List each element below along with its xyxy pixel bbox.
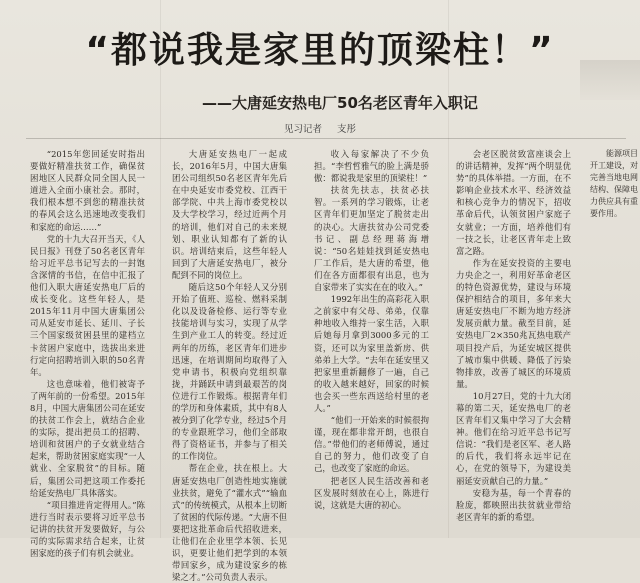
paragraph: 10月27日，党的十九大闭幕的第二天，延安热电厂的老区青年们又集中学习了大会精神。他们在给习近平总书记写信说：“我们是老区军、老人路的后代，我们将永远牢记在心，在党的领导下，为建设美丽延安贡献自己的力量。”: [456, 390, 571, 486]
paragraph: 随后这50个年轻人又分别开始了值班、巡检、燃料采制化以及设备检修、运行等专业技能培训与实习，实现了从学生到产业工人的转变。经过近两年的历练，老区青年们进步迅速，在培训期间均取得了入党申请书，积极向党组织靠拢，并踊跃申请到最艰苦的岗位进行工作锻炼。根据青年们的学历和身体素质，其中有8人被分到了化学专业，经过5个月的专业跟班学习，他们全部取得了资格证书，并参与了相关的工作岗位。: [172, 282, 287, 462]
article-column-2: [172, 148, 287, 583]
paragraph: 大唐延安热电厂一起成长，2016年5月，中国大唐集团公司组织50名老区青年先后在中央延安市委党校、江西干部学院、中共上海市委党校以及大学校学习，经过近两个月的培训，他们对自己的未来规划、职业认知都有了新的认识。培训结束后，这些年轻人回到了大唐延安热电厂，被分配到不同的岗位上。: [172, 149, 287, 280]
paragraph: 会老区脱贫致富座谈会上的讲话精神，发挥“两个明显优势”的具体举措。一方面，在不影响企业技术水平、经济效益和核心竞争力的情况下，招收革命后代，认领贫困户家庭子女就业；一方面，培养他们有一技之长，让老区青年走上致富之路。: [456, 149, 571, 256]
byline-role: 见习记者: [283, 124, 322, 135]
header-divider: [26, 138, 626, 139]
paragraph: 收入每家解决了不少负担。“李哲哲雅气的脸上满是骄傲：都说我是家里的顶梁柱！”: [314, 149, 429, 184]
article-column-1: [30, 148, 145, 559]
byline-author: 支彤: [337, 124, 357, 135]
fold-crease: [160, 0, 161, 538]
paragraph: 党的十九大召开当天，《人民日报》刊登了50名老区青年给习近平总书记写去的一封饱含深情的书信，在信中汇报了他们入职大唐延安热电厂后的成长变化。这些年轻人，是2015年11月中国大唐集团公司从延安市延长、延川、子长三个国家级贫困县里的建档立卡贫困户家庭中，选拔出来进行定向招聘培训入职的50名青年。: [30, 233, 145, 377]
paragraph: 把老区人民生活改善和老区发展时刻放在心上，陈进行说，这就是大唐的初心。: [314, 475, 429, 510]
article-column-4: [456, 148, 571, 533]
paragraph: 扶贫先扶志，扶贫必扶智。一系列的学习锻炼，让老区青年们更加坚定了脱贫走出的决心。大唐扶贫办公司党委书记、副总经理蒋海增说：“50名娃娃找到延安热电厂工作后，是大唐的希望，他们在各方面都很有出息，也为自家带来了实实在在的收入。”: [314, 185, 429, 293]
adjacent-article-column: [590, 148, 638, 533]
paragraph: “他们一开始来的时候很拘谨，现在都非常开朗，也很自信。”带他们的老师傅说，通过自己的努力，他们改变了自己，也改变了家庭的命运。: [314, 415, 429, 474]
paragraph: 帮在企业，扶在根上。大唐延安热电厂创造性地实施就业扶贫，避免了“灌水式”“输血式”的传统模式，从根本上切断了贫困的代际传递。“大唐不但要把这批革命后代招收进来，让他们在企业里学本领、长见识，更要让他们把学到的本领带回家乡，成为建设家乡的栋梁之才。”公司负责人表示。: [172, 463, 287, 583]
article-headline: “都说我是家里的顶梁柱！”: [85, 30, 555, 71]
article-column-3: [314, 148, 429, 533]
paragraph: 作为在延安投资的主要电力央企之一，利用好革命老区的特色资源优势，建设与环境保护相结合的项目，多年来大唐延安热电厂不断为地方经济发展贡献力量。截至目前，延安热电厂2×350兆瓦热电联产项目投产后，为延安城区提供了城市集中供暖、降低了污染物排放，改善了城区的环境质量。: [456, 257, 571, 389]
paragraph: 安稳为基，每一个青春的脸庞，都映照出扶贫就业带给老区青年的新的希望。: [456, 487, 571, 522]
paragraph: 能源项目开工建设，对完善当地电网结构、保障电力供应具有重要作用。: [590, 149, 638, 219]
paragraph: “项目推进肯定得用人。”陈进行当时表示要将习近平总书记讲的扶贫开发要做好，与公司的实际需求结合起来，让贫困家庭的孩子们有机会就业。: [30, 499, 145, 559]
fold-crease: [448, 0, 449, 538]
article-subhead: ——大唐延安热电厂50名老区青年入职记: [202, 94, 478, 112]
paragraph: 1992年出生的高彩花入职之前家中有父母、弟弟，仅靠种地收入维持一家生活，入职后她每月拿到3000多元的工资，还可以为家里盖新房、供弟弟上大学。“去年在延安里又把家里重新翻修了一遍，自己的收入越来越好，回家的时候也会买一些东西送给村里的老人。”: [314, 294, 429, 413]
byline: [200, 121, 440, 135]
paragraph: 这也意味着，他们被寄予了两年前的一份希望。2015年8月，中国大唐集团公司在延安的扶贫工作会上，就结合企业的实际，提出把员工的招聘、培训和贫困户的子女就业结合起来，帮助贫困家庭实现“一人就业、全家脱贫”的目标。随后，集团公司把这项工作委托给延安热电厂具体落实。: [30, 378, 145, 498]
paragraph: “2015年您回延安时指出要做好精准扶贫工作，确保贫困地区人民群众同全国人民一道进入全面小康社会。那时，我们根本想不到您的精准扶贫的春风会这么迅速地改变我们和家庭的命运……”: [30, 149, 145, 232]
